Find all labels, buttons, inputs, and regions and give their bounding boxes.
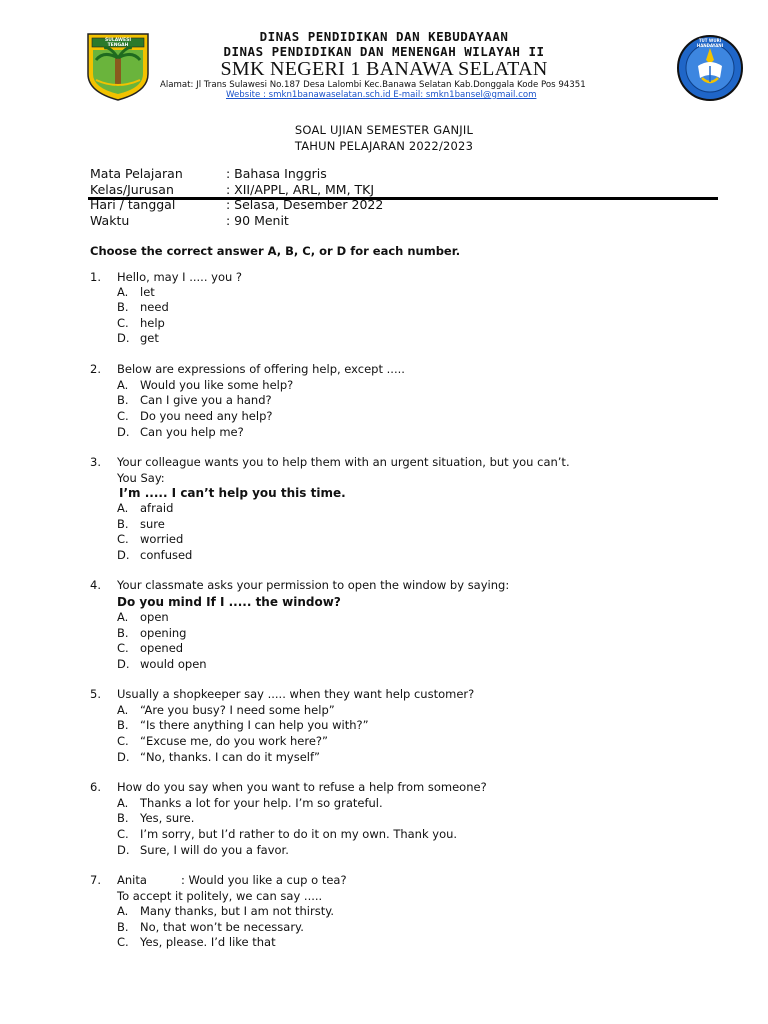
question-number: 6. — [90, 780, 101, 794]
option-text: opened — [140, 641, 184, 655]
question-number: 3. — [90, 455, 101, 469]
option-letter: B. — [117, 811, 129, 825]
option-text: opening — [140, 626, 187, 640]
question-prompt: Do you mind If I ..... the window? — [117, 595, 341, 609]
option-letter: C. — [117, 734, 129, 748]
option-text: help — [140, 316, 165, 330]
option-text: worried — [140, 532, 184, 546]
option-text: let — [140, 285, 155, 299]
option-text: No, that won’t be necessary. — [140, 920, 304, 934]
question-number: 1. — [90, 270, 101, 284]
option-letter: A. — [117, 378, 129, 392]
option-letter: B. — [117, 300, 129, 314]
option-text: Thanks a lot for your help. I’m so grateful. — [140, 796, 383, 810]
option-text: Can you help me? — [140, 425, 244, 439]
question-text: How do you say when you want to refuse a help from someone? — [117, 780, 487, 794]
option-letter: A. — [117, 796, 129, 810]
option-text: Yes, sure. — [140, 811, 195, 825]
info-label-day: Hari / tanggal — [90, 197, 176, 212]
option-letter: D. — [117, 548, 130, 562]
option-letter: C. — [117, 827, 129, 841]
option-letter: C. — [117, 409, 129, 423]
header-divider — [88, 197, 718, 200]
school-website-link[interactable]: Website : smkn1banawaselatan.sch.id E-mail: smkn1bansel@gmail.com — [226, 90, 537, 100]
option-letter: B. — [117, 626, 129, 640]
option-letter: A. — [117, 285, 129, 299]
option-text: sure — [140, 517, 165, 531]
option-letter: C. — [117, 935, 129, 949]
question-subtext: You Say: — [117, 471, 165, 485]
question-prompt: I’m ..... I can’t help you this time. — [119, 486, 346, 500]
option-letter: C. — [117, 532, 129, 546]
option-text: afraid — [140, 501, 174, 515]
question-text: Your classmate asks your permission to open the window by saying: — [117, 578, 510, 592]
header-line-2: DINAS PENDIDIKAN DAN MENENGAH WILAYAH II — [223, 44, 545, 59]
option-text: need — [140, 300, 169, 314]
option-text: “Are you busy? I need some help” — [140, 703, 335, 717]
info-label-subject: Mata Pelajaran — [90, 166, 183, 181]
option-text: “Excuse me, do you work here?” — [140, 734, 328, 748]
option-text: Yes, please. I’d like that — [140, 935, 276, 949]
option-letter: D. — [117, 425, 130, 439]
option-text: open — [140, 610, 169, 624]
option-text: Sure, I will do you a favor. — [140, 843, 289, 857]
option-text: “Is there anything I can help you with?” — [140, 718, 369, 732]
option-letter: B. — [117, 517, 129, 531]
question-text: Usually a shopkeeper say ..... when they want help customer? — [117, 687, 475, 701]
question-speaker: Anita — [117, 873, 147, 887]
option-letter: D. — [117, 750, 130, 764]
question-text: Below are expressions of offering help, except ..... — [117, 362, 405, 376]
school-name: SMK NEGERI 1 BANAWA SELATAN — [220, 58, 548, 80]
question-number: 2. — [90, 362, 101, 376]
exam-title: SOAL UJIAN SEMESTER GANJIL — [294, 123, 474, 137]
question-subtext: To accept it politely, we can say ..... — [117, 889, 323, 903]
question-number: 4. — [90, 578, 101, 592]
question-text: : Would you like a cup o tea? — [181, 873, 347, 887]
option-letter: D. — [117, 657, 130, 671]
option-letter: A. — [117, 501, 129, 515]
question-text: Hello, may I ..... you ? — [117, 270, 243, 284]
option-text: get — [140, 331, 159, 345]
info-label-time: Waktu — [90, 213, 130, 228]
option-letter: B. — [117, 920, 129, 934]
option-text: “No, thanks. I can do it myself” — [140, 750, 320, 764]
option-letter: A. — [117, 904, 129, 918]
left-logo-label: SULAWESI TENGAH — [105, 38, 131, 48]
info-label-class: Kelas/Jurusan — [90, 182, 174, 197]
info-value-subject: : Bahasa Inggris — [226, 166, 327, 181]
option-text: would open — [140, 657, 207, 671]
info-value-day: : Selasa, Desember 2022 — [226, 197, 384, 212]
instruction: Choose the correct answer A, B, C, or D for each number. — [90, 244, 461, 258]
option-text: Do you need any help? — [140, 409, 273, 423]
option-letter: A. — [117, 610, 129, 624]
option-text: I’m sorry, but I’d rather to do it on my own. Thank you. — [140, 827, 458, 841]
option-letter: B. — [117, 393, 129, 407]
option-letter: D. — [117, 331, 130, 345]
exam-year: TAHUN PELAJARAN 2022/2023 — [294, 139, 474, 153]
school-address: Alamat: Jl Trans Sulawesi No.187 Desa Lalombi Kec.Banawa Selatan Kab.Donggala Kode Pos 94351 — [160, 80, 586, 90]
info-value-class: : XII/APPL, ARL, MM, TKJ — [226, 182, 375, 197]
question-text: Your colleague wants you to help them with an urgent situation, but you can’t. — [117, 455, 570, 469]
option-letter: B. — [117, 718, 129, 732]
info-value-time: : 90 Menit — [226, 213, 289, 228]
option-letter: C. — [117, 316, 129, 330]
option-text: confused — [140, 548, 193, 562]
option-letter: C. — [117, 641, 129, 655]
option-text: Many thanks, but I am not thirsty. — [140, 904, 335, 918]
option-letter: D. — [117, 843, 130, 857]
option-text: Can I give you a hand? — [140, 393, 272, 407]
right-logo-label: TUT WURI HANDAYANI — [696, 38, 724, 48]
question-number: 5. — [90, 687, 101, 701]
question-number: 7. — [90, 873, 101, 887]
option-letter: A. — [117, 703, 129, 717]
option-text: Would you like some help? — [140, 378, 294, 392]
header-line-1: DINAS PENDIDIKAN DAN KEBUDAYAAN — [259, 29, 509, 44]
